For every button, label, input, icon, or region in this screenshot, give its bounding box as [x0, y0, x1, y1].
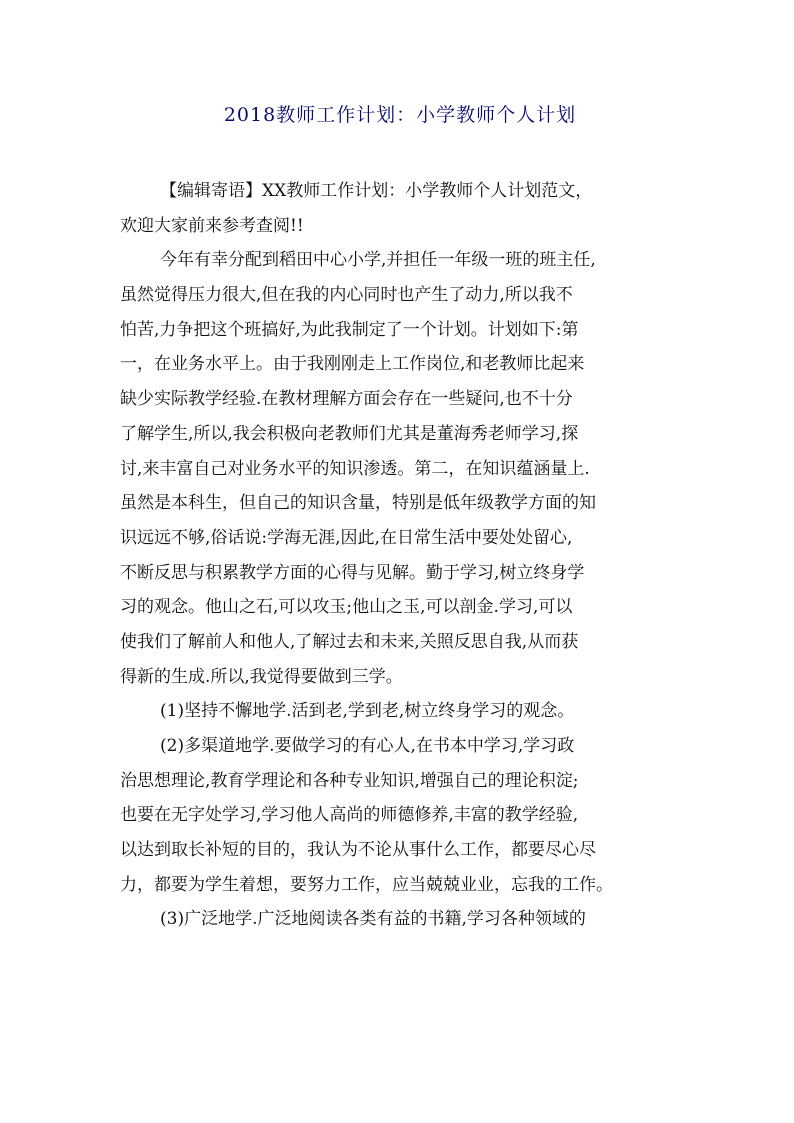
paragraph-line: 使我们了解前人和他人,了解过去和未来,关照反思自我,从而获 [120, 631, 579, 652]
document-title: 2018教师工作计划：小学教师个人计划 [223, 104, 577, 126]
paragraph-line: 欢迎大家前来参考查阅!! [120, 215, 304, 236]
paragraph-line: 怕苦,力争把这个班搞好,为此我制定了一个计划。计划如下:第 [120, 319, 579, 340]
paragraph-line: 得新的生成.所以,我觉得要做到三学。 [120, 666, 403, 687]
paragraph-line: 【编辑寄语】XX教师工作计划：小学教师个人计划范文， [160, 181, 593, 201]
paragraph-line: 不断反思与积累教学方面的心得与见解。勤于学习,树立终身学 [120, 562, 585, 583]
paragraph-line: 虽然是本科生，但自己的知识含量，特别是低年级教学方面的知 [120, 493, 596, 514]
paragraph-line: 虽然觉得压力很大,但在我的内心同时也产生了动力,所以我不 [120, 285, 573, 306]
paragraph-line: 讨,来丰富自己对业务水平的知识渗透。第二，在知识蕴涵量上. [120, 458, 590, 479]
document-body [120, 174, 680, 937]
paragraph-line: 了解学生,所以,我会积极向老教师们尤其是董海秀老师学习,探 [120, 423, 579, 444]
paragraph-line: 习的观念。他山之石,可以攻玉;他山之玉,可以剖金.学习,可以 [120, 597, 573, 618]
paragraph-line: 一，在业务水平上。由于我刚刚走上工作岗位,和老教师比起来 [120, 354, 585, 375]
paragraph-line: 以达到取长补短的目的，我认为不论从事什么工作，都要尽心尽 [120, 840, 596, 861]
paragraph-line: (3)广泛地学.广泛地阅读各类有益的书籍,学习各种领域的 [160, 909, 586, 930]
paragraph-line: 治思想理论,教育学理论和各种专业知识,增强自己的理论积淀; [120, 770, 579, 791]
paragraph-line: 缺少实际教学经验.在教材理解方面会存在一些疑问,也不十分 [120, 389, 573, 410]
paragraph-line: 识远远不够,俗话说:学海无涯,因此,在日常生活中要处处留心, [120, 527, 573, 548]
paragraph-line: 今年有幸分配到稻田中心小学,并担任一年级一班的班主任, [160, 250, 596, 271]
paragraph-line: (2)多渠道地学.要做学习的有心人,在书本中学习,学习政 [160, 736, 575, 756]
paragraph-line: 也要在无字处学习,学习他人高尚的师德修养,丰富的教学经验, [120, 805, 579, 826]
paragraph-line: (1)坚持不懈地学.活到老,学到老,树立终身学习的观念。 [160, 701, 575, 722]
paragraph-line: 力，都要为学生着想，要努力工作，应当兢兢业业，忘我的工作。 [120, 874, 613, 895]
